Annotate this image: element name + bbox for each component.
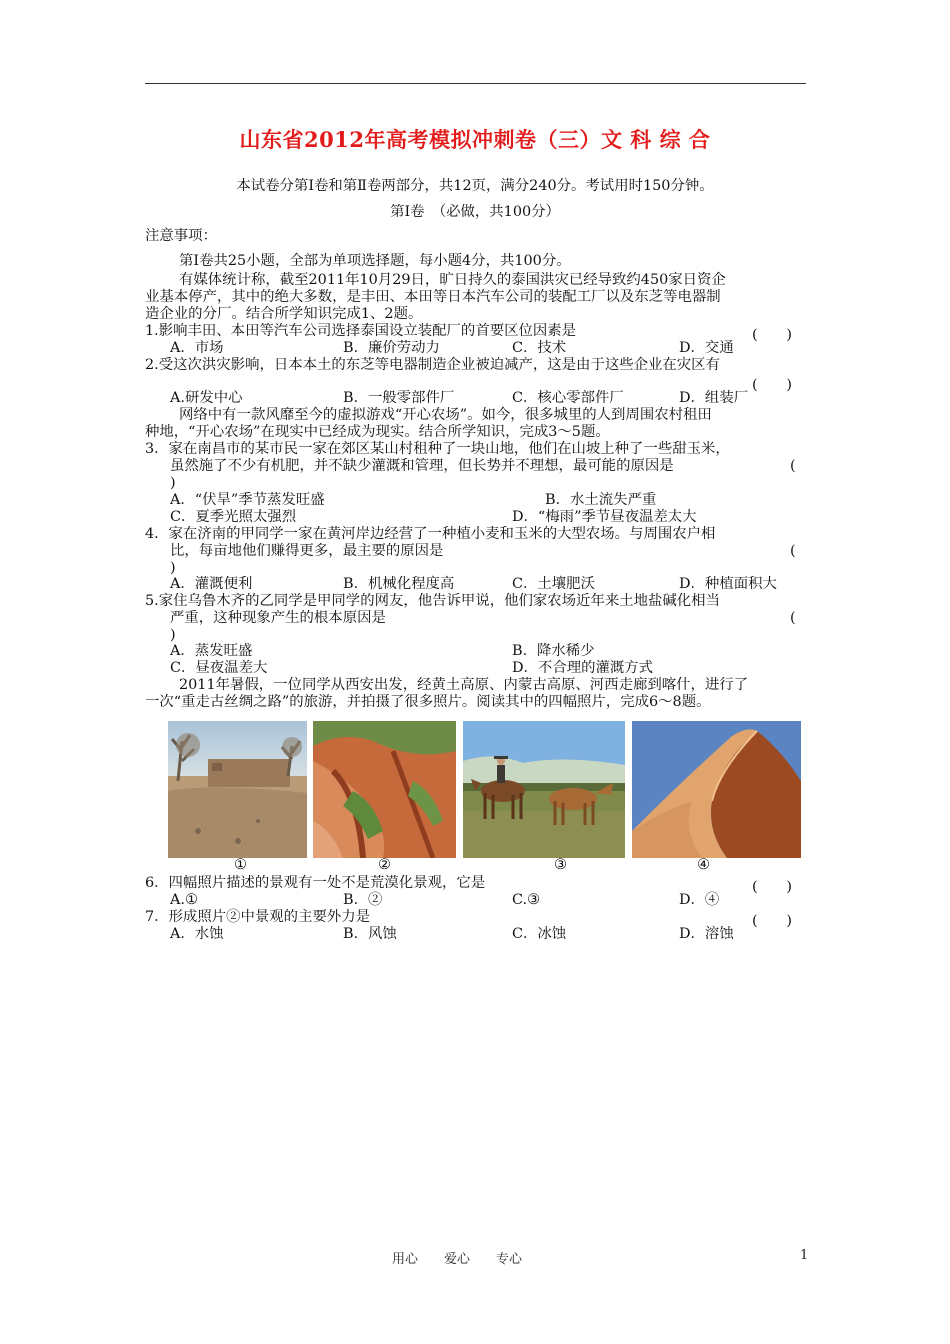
photo-4-sand-dune [632, 721, 801, 858]
q3-option-c: C．夏季光照太强烈 [170, 509, 297, 525]
q6-option-c: C.③ [512, 892, 540, 908]
answer-paren-4-close: ) [170, 560, 176, 576]
answer-paren-4-open: ( [790, 543, 796, 559]
q4-option-d: D．种植面积大 [679, 576, 777, 592]
q4-option-b: B．机械化程度高 [343, 576, 455, 592]
notes-text: 第Ⅰ卷共25小题，全部为单项选择题，每小题4分，共100分。 [179, 253, 571, 269]
q6-option-d: D．④ [679, 892, 720, 908]
header-rule [145, 83, 806, 84]
q7-option-a: A．水蚀 [170, 926, 224, 942]
q4-option-c: C．土壤肥沃 [512, 576, 595, 592]
page-number: 1 [800, 1248, 809, 1263]
q6-option-b: B．② [343, 892, 383, 908]
answer-paren-6: ( ) [752, 879, 793, 895]
q2-option-c: C．核心零部件厂 [512, 390, 624, 406]
question-5-line-1: 5.家住乌鲁木齐的乙同学是甲同学的网友，他告诉甲说，他们家农场近年来土地盐碱化相当 [145, 593, 720, 609]
question-6: 6．四幅照片描述的景观有一处不是荒漠化景观，它是 [145, 875, 486, 891]
q2-option-d: D．组装厂 [679, 390, 749, 406]
photo-label-3: ③ [554, 857, 567, 873]
q5-option-d: D．不合理的灌溉方式 [512, 660, 654, 676]
photo-label-1: ① [234, 857, 247, 873]
q1-option-b: B．廉价劳动力 [343, 340, 440, 356]
part-heading: 第Ⅰ卷 （必做，共100分） [390, 204, 560, 220]
q2-option-a: A.研发中心 [170, 390, 243, 406]
q7-option-c: C．冰蚀 [512, 926, 567, 942]
answer-paren-3-close: ) [170, 475, 176, 491]
answer-paren-1: ( ) [752, 327, 793, 343]
passage-2-line-2: 种地，“开心农场”在现实中已经成为现实。结合所学知识，完成3～5题。 [145, 424, 610, 440]
question-4-line-1: 4．家在济南的甲同学一家在黄河岸边经营了一种植小麦和玉米的大型农场。与周围农户相 [145, 526, 716, 542]
q5-option-b: B．降水稀少 [512, 643, 595, 659]
q2-option-b: B．一般零部件厂 [343, 390, 455, 406]
q1-option-a: A．市场 [170, 340, 224, 356]
question-5-line-2: 严重，这种现象产生的根本原因是 [170, 610, 386, 626]
q7-option-d: D．溶蚀 [679, 926, 734, 942]
photo-1-desert-ruins [168, 721, 307, 858]
q1-option-d: D．交通 [679, 340, 734, 356]
answer-paren-2: ( ) [752, 377, 793, 393]
answer-paren-3-open: ( [790, 458, 796, 474]
question-3-line-1: 3．家在南昌市的某市民一家在郊区某山村租种了一块山地，他们在山坡上种了一些甜玉米， [145, 441, 730, 457]
q5-option-a: A．蒸发旺盛 [170, 643, 253, 659]
answer-paren-5-close: ) [170, 627, 176, 643]
photo-2-eroded-slope [313, 721, 456, 858]
q4-option-a: A．灌溉便利 [170, 576, 253, 592]
q5-option-c: C．昼夜温差大 [170, 660, 268, 676]
question-1: 1.影响丰田、本田等汽车公司选择泰国设立装配厂的首要区位因素是 [145, 323, 577, 339]
footer-motto: 用心 爱心 专心 [392, 1252, 523, 1267]
q3-option-d: D．“梅雨”季节昼夜温差太大 [512, 509, 697, 525]
q3-option-a: A．“伏旱”季节蒸发旺盛 [170, 492, 325, 508]
q3-option-b: B．水土流失严重 [545, 492, 657, 508]
page-title: 山东省2012年高考模拟冲刺卷（三）文 科 综 合 [239, 127, 711, 152]
passage-3-line-2: 一次“重走古丝绸之路”的旅游，并拍摄了很多照片。阅读其中的四幅照片，完成6～8题。 [145, 694, 711, 710]
photo-label-2: ② [378, 857, 391, 873]
exam-intro: 本试卷分第Ⅰ卷和第Ⅱ卷两部分，共12页，满分240分。考试用时150分钟。 [236, 178, 714, 194]
question-2: 2.受这次洪灾影响，日本本土的东芝等电器制造企业被迫减产，这是由于这些企业在灾区有 [145, 357, 720, 373]
photo-label-4: ④ [697, 857, 710, 873]
passage-1-line-2: 业基本停产，其中的绝大多数，是丰田、本田等日本汽车公司的装配工厂以及东芝等电器制 [145, 289, 721, 305]
q1-option-c: C．技术 [512, 340, 567, 356]
question-4-line-2: 比，每亩地他们赚得更多，最主要的原因是 [170, 543, 444, 559]
q7-option-b: B．风蚀 [343, 926, 397, 942]
photo-3-horses-grassland [463, 721, 625, 858]
passage-1-line-1: 有媒体统计称，截至2011年10月29日，旷日持久的泰国洪灾已经导致约450家日资企 [179, 272, 726, 288]
notes-heading: 注意事项： [145, 228, 217, 244]
answer-paren-7: ( ) [752, 913, 793, 929]
answer-paren-5-open: ( [790, 610, 796, 626]
passage-3-line-1: 2011年暑假，一位同学从西安出发，经黄土高原、内蒙古高原、河西走廊到喀什，进行了 [179, 677, 749, 693]
passage-2-line-1: 网络中有一款风靡至今的虚拟游戏“开心农场”。如今，很多城里的人到周围农村租田 [179, 407, 712, 423]
q6-option-a: A.① [170, 892, 198, 908]
question-7: 7．形成照片②中景观的主要外力是 [145, 909, 371, 925]
passage-1-line-3: 造企业的分厂。结合所学知识完成1、2题。 [145, 306, 423, 322]
question-3-line-2: 虽然施了不少有机肥，并不缺少灌溉和管理，但长势并不理想，最可能的原因是 [170, 458, 674, 474]
